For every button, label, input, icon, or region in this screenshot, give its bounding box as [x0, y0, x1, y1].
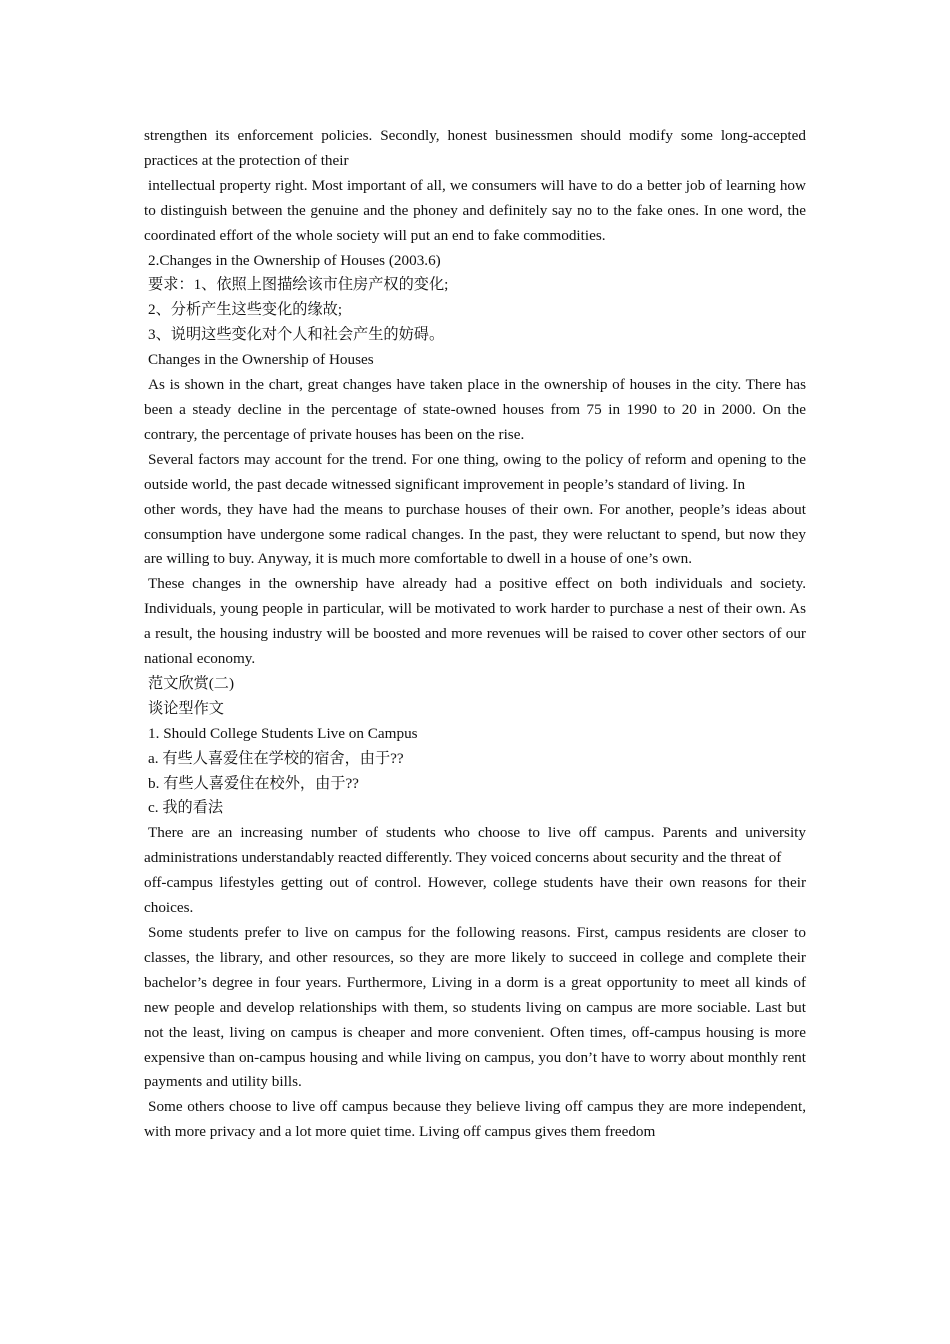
paragraph-live-off-campus-reasons: Some others choose to live off campus because they believe living off campus they are more independent, with more privacy and a lot more quiet time. Living off campus gives them freedom [144, 1098, 810, 1141]
paragraph-effects: These changes in the ownership have already had a positive effect on both individuals and society. Individuals, young people in particular, will be motivated to work harder to purchase a nest of their own. As a result, the housing industry will be boosted and more revenues will be raised to cover other sectors of our national economy. [144, 575, 810, 668]
paragraph-increasing-number: There are an increasing number of students who choose to live off campus. Parents and university administrations understandably reacted differently. They voiced concerns about security and the threat of [144, 824, 810, 867]
essay-title-houses: Changes in the Ownership of Houses [148, 351, 374, 369]
paragraph-live-on-campus-reasons: Some students prefer to live on campus for the following reasons. First, campus residents are closer to classes, the library, and other resources, so they are more likely to succeed in college and complete their bachelor’s degree in four years. Furthermore, Living in a dorm is a great opportunity to meet all kinds of new people and develop relationships with them, so students living on campus are more sociable. Last but not the least, living on campus is cheaper and more convenient. Often times, off-campus housing is more expensive than on-campus housing and while living on campus, you don’t have to worry about monthly rent payments and utility bills. [144, 924, 810, 1091]
paragraph-intellectual-property: intellectual property right. Most important of all, we consumers will have to do a better job of learning how to distinguish between the genuine and the phoney and definitely say no to the fake ones. In one word, the coordinated effort of the whole society will put an end to fake commodities. [144, 176, 810, 244]
requirement-2: 2、分析产生这些变化的缘故; [148, 301, 343, 319]
heading-live-on-campus: 1. Should College Students Live on Campus [148, 724, 418, 742]
paragraph-chart-description: As is shown in the chart, great changes have taken place in the ownership of houses in the city. There has been a steady decline in the percentage of state-owned houses from 75 in 1990 to 20 in 2000. On the contrary, the percentage of private houses has been on the rise. [144, 376, 810, 443]
requirement-3: 3、说明这些变化对个人和社会产生的妨碍。 [148, 326, 445, 344]
section-heading-model-essays: 范文欣赏(二) [148, 674, 235, 692]
outline-point-b: b. 有些人喜爱住在校外，由于?? [148, 774, 359, 792]
requirement-1: 要求：1、依照上图描绘该市住房产权的变化; [148, 276, 449, 294]
outline-point-c: c. 我的看法 [148, 799, 224, 817]
document-page [144, 124, 810, 1145]
outline-point-a: a. 有些人喜爱住在学校的宿舍，由于?? [148, 749, 404, 767]
paragraph-other-words: other words, they have had the means to purchase houses of their own. For another, people’s ideas about consumption have undergone some radical changes. In the past, they were reluctant to spend, but now they are willing to buy. Anyway, it is much more comfortable to dwell in a house of one’s own. [144, 500, 810, 568]
heading-changes-ownership: 2.Changes in the Ownership of Houses (2003.6) [148, 251, 441, 269]
essay-type-heading: 谈论型作文 [148, 699, 224, 717]
paragraph-off-campus-lifestyles: off-campus lifestyles getting out of control. However, college students have their own reasons for their choices. [144, 874, 810, 917]
paragraph-factors: Several factors may account for the trend. For one thing, owing to the policy of reform and opening to the outside world, the past decade witnessed significant improvement in people’s standard of living. In [144, 450, 810, 493]
paragraph-enforcement: strengthen its enforcement policies. Secondly, honest businessmen should modify some long-accepted practices at the protection of their [144, 127, 810, 169]
